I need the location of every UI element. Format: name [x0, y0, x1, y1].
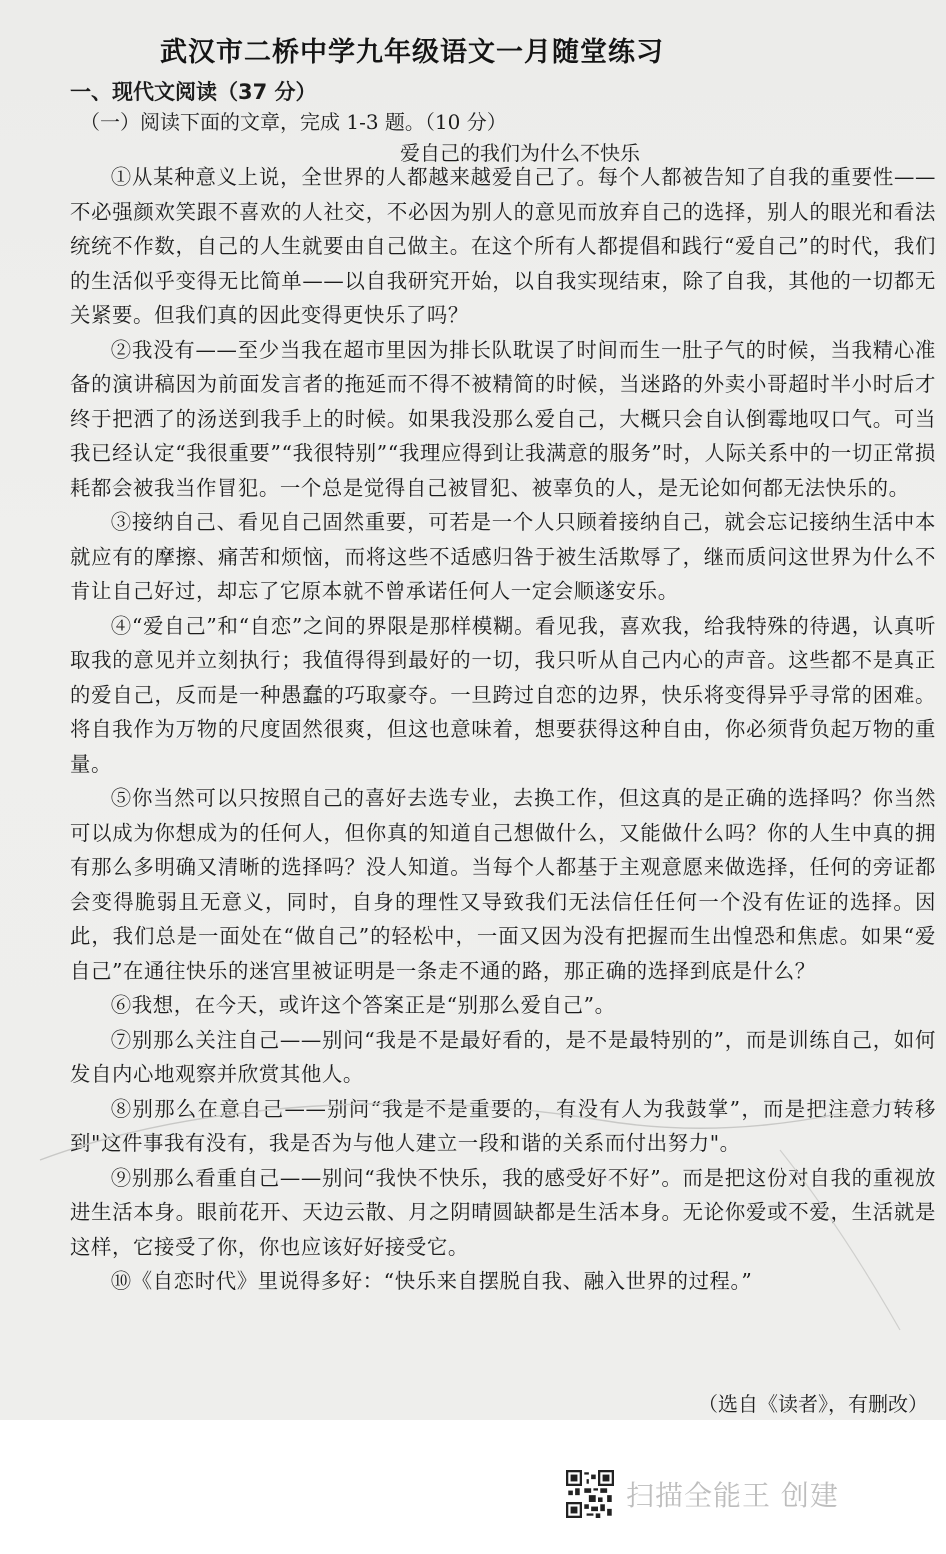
paragraph-1: ①从某种意义上说，全世界的人都越来越爱自己了。每个人都被告知了自我的重要性——不必强颜欢笑跟不喜欢的人社交，不必因为别人的意见而放弃自己的选择，别人的眼光和看法统统不作数，自己的人生就要由自己做主。在这个所有人都提倡和践行“爱自己”的时代，我们的生活似乎变得无比简单——以自我研究开始，以自我实现结束，除了自我，其他的一切都无关紧要。但我们真的因此变得更快乐了吗？: [70, 165, 936, 327]
paragraph-4: ④“爱自己”和“自恋”之间的界限是那样模糊。看见我，喜欢我，给我特殊的待遇，认真听取我的意见并立刻执行；我值得得到最好的一切，我只听从自己内心的声音。这些都不是真正的爱自己，反而是一种愚蠢的巧取豪夺。一旦跨过自恋的边界，快乐将变得异乎寻常的困难。将自我作为万物的尺度固然很爽，但这也意味着，想要获得这种自由，你必须背负起万物的重量。: [70, 613, 936, 776]
subsection-heading: （一）阅读下面的文章，完成 1-3 题。（10 分）: [80, 110, 507, 134]
section-heading: 一、现代文阅读（37 分）: [70, 80, 317, 104]
paragraph-8: ⑧别那么在意自己——别问“我是不是重要的，有没有人为我鼓掌”，而是把注意力转移到"这件事我有没有，我是否为与他人建立一段和谐的关系而付出努力"。: [70, 1096, 936, 1155]
scanner-watermark: [566, 1470, 839, 1518]
paragraph-3: ③接纳自己、看见自己固然重要，可若是一个人只顾着接纳自己，就会忘记接纳生活中本就应有的摩擦、痛苦和烦恼，而将这些不适感归咎于被生活欺辱了，继而质问这世界为什么不肯让自己好过，却忘了它原本就不曾承诺任何人一定会顺遂安乐。: [70, 510, 936, 603]
article-title: 爱自己的我们为什么不快乐: [400, 141, 640, 165]
paragraph-10: ⑩《自恋时代》里说得多好：“快乐来自摆脱自我、融入世界的过程。”: [110, 1269, 753, 1293]
qr-code-icon: [566, 1470, 614, 1518]
article-body: [70, 160, 936, 1299]
paragraph-6: ⑥我想，在今天，或许这个答案正是“别那么爱自己”。: [110, 993, 616, 1017]
source-note: （选自《读者》，有删改）: [698, 1392, 928, 1416]
document-title: 武汉市二桥中学九年级语文一月随堂练习: [160, 37, 664, 68]
paragraph-9: ⑨别那么看重自己——别问“我快不快乐，我的感受好不好”。而是把这份对自我的重视放进生活本身。眼前花开、天边云散、月之阴晴圆缺都是生活本身。无论你爱或不爱，生活就是这样，它接受了你，你也应该好好接受它。: [70, 1165, 936, 1259]
watermark-label: 扫描全能王 创建: [626, 1479, 839, 1512]
paragraph-2: ②我没有——至少当我在超市里因为排长队耽误了时间而生一肚子气的时候，当我精心准备的演讲稿因为前面发言者的拖延而不得不被精简的时候，当迷路的外卖小哥超时半小时后才终于把洒了的汤送到我手上的时候。如果我没那么爱自己，大概只会自认倒霉地叹口气。可当我已经认定“我很重要”“我很特别”“我理应得到让我满意的服务”时，人际关系中的一切正常损耗都会被我当作冒犯。一个总是觉得自己被冒犯、被辜负的人，是无论如何都无法快乐的。: [70, 337, 936, 500]
paragraph-7: ⑦别那么关注自己——别问“我是不是最好看的，是不是最特别的”，而是训练自己，如何发自内心地观察并欣赏其他人。: [70, 1027, 936, 1086]
paragraph-5: ⑤你当然可以只按照自己的喜好去选专业，去换工作，但这真的是正确的选择吗？你当然可以成为你想成为的任何人，但你真的知道自己想做什么，又能做什么吗？你的人生中真的拥有那么多明确又清晰的选择吗？没人知道。当每个人都基于主观意愿来做选择，任何的旁证都会变得脆弱且无意义，同时，自身的理性又导致我们无法信任任何一个没有佐证的选择。因此，我们总是一面处在“做自己”的轻松中，一面又因为没有把握而生出惶恐和焦虑。如果“爱自己”在通往快乐的迷宫里被证明是一条走不通的路，那正确的选择到底是什么？: [70, 786, 936, 983]
